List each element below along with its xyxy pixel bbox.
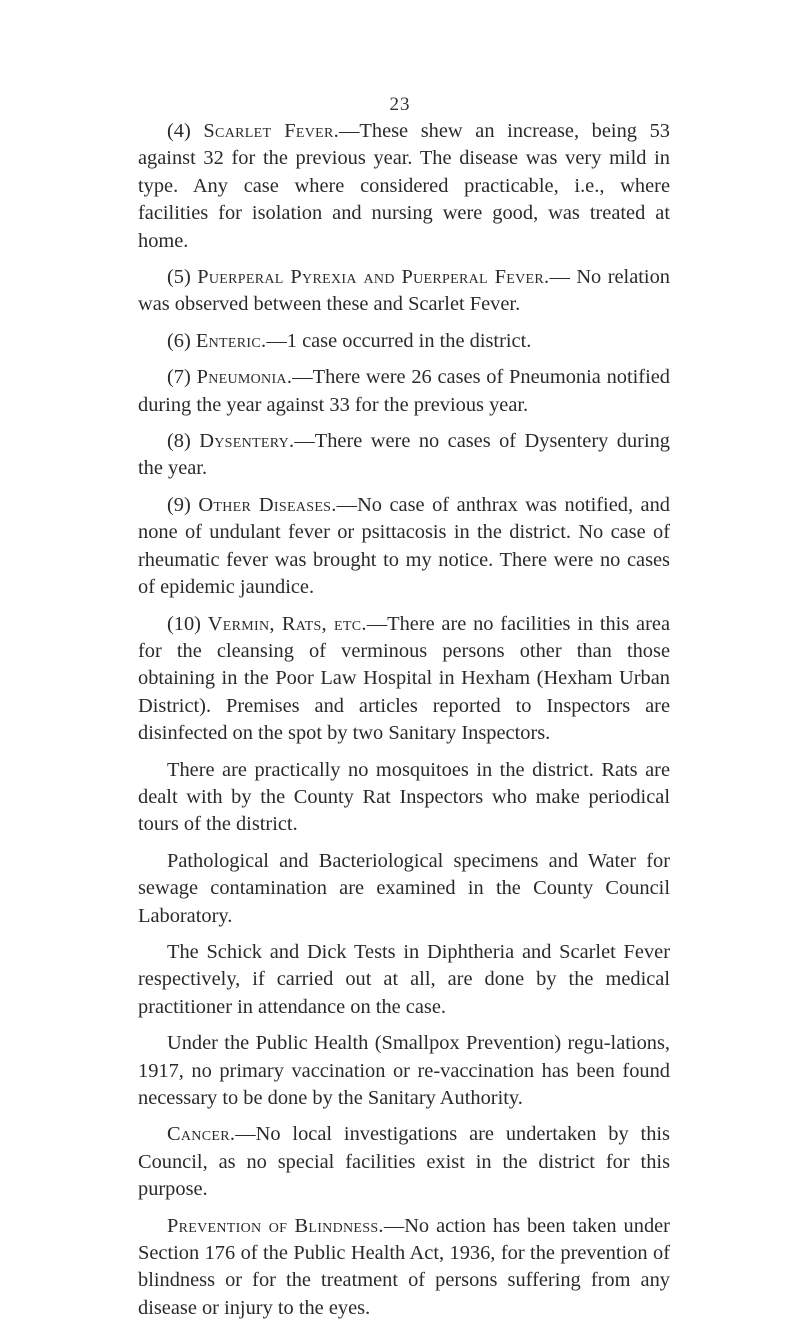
paragraph-number: (9) [167, 493, 199, 516]
paragraph-heading: Vermin, Rats, etc. [207, 612, 367, 635]
paragraph-enteric [138, 328, 670, 355]
paragraph-vermin [138, 611, 670, 748]
paragraph-pneumonia [138, 364, 670, 419]
paragraph-text: —No case of anthrax was notified, and none of undulant fever or psittacosis in the district. No case of rheumatic fever was brought to my notice. There were no cases of epidemic jaundice. [138, 493, 670, 599]
paragraph-schick-dick [138, 939, 670, 1021]
paragraph-heading: Pneumonia. [196, 366, 293, 389]
paragraph-text: —There are no facilities in this area for the cleansing of verminous persons other than those obtaining in the Poor Law Hospital in Hexham (Hexham Urban District). Premises and articles reported to Inspectors are disinfected on the spot by two Sanitary Inspectors. [138, 612, 670, 745]
paragraph-number: (10) [167, 612, 208, 635]
paragraph-number: (4) [167, 120, 204, 142]
paragraph-number: (5) [167, 266, 198, 289]
paragraph-heading: Cancer. [167, 1123, 236, 1146]
paragraph-text: —No action has been taken under Section 176 of the Public Health Act, 1936, for the prevention of blindness or for the treatment of persons suffering from any disease or injury to the eyes. [138, 1214, 670, 1319]
body-text [138, 118, 670, 1331]
paragraph-text: —1 case occurred in the district. [266, 329, 532, 352]
paragraph-text: —No local investigations are undertaken by this Council, as no special facilities exist in the district for this purpose. [138, 1123, 670, 1201]
paragraph-text: Under the Public Health (Smallpox Prevention) regu-lations, 1917, no primary vaccination or re-vaccination has been found necessary to be done by the Sanitary Authority. [138, 1032, 670, 1109]
paragraph-heading: Puerperal Pyrexia and Puerperal Fever. [197, 266, 550, 289]
paragraph-heading: Dysentery. [199, 430, 295, 453]
paragraph-dysentery [138, 428, 670, 483]
paragraph-puerperal [138, 264, 670, 319]
paragraph-text: —There were no cases of Dysentery during the year. [138, 430, 670, 480]
paragraph-heading: Prevention of Blindness. [167, 1214, 384, 1237]
paragraph-blindness [138, 1213, 670, 1323]
paragraph-other-diseases [138, 492, 670, 602]
paragraph-text: The Schick and Dick Tests in Diphtheria and Scarlet Fever respectively, if carried out at all, are done by the medical practitioner in attendance on the case. [138, 940, 670, 1018]
paragraph-smallpox [138, 1030, 670, 1112]
paragraph-specimens [138, 848, 670, 930]
page-number: 23 [389, 94, 411, 115]
paragraph-text: — No relation was observed between these and Scarlet Fever. [138, 266, 670, 316]
paragraph-heading: Other Diseases. [198, 493, 337, 516]
paragraph-cancer [138, 1121, 670, 1203]
paragraph-number: (8) [167, 430, 200, 453]
paragraph-text: —These shew an increase, being 53 against 32 for the previous year. The disease was very mild in type. Any case where considered practicable, i.e., where facilities for isolation and nursing were good, was treated at home. [138, 120, 671, 252]
paragraph-heading: Enteric. [195, 329, 267, 352]
paragraph-text: Pathological and Bacteriological specimens and Water for sewage contamination are examined in the County Council Laboratory. [138, 849, 670, 927]
paragraph-mosquitoes-rats [138, 757, 670, 839]
paragraph-text: There are practically no mosquitoes in the district. Rats are dealt with by the County Rat Inspectors who make periodical tours of the district. [138, 758, 670, 836]
paragraph-text: —There were 26 cases of Pneumonia notified during the year against 33 for the previous year. [138, 366, 671, 416]
paragraph-number: (6) [167, 329, 196, 352]
paragraph-scarlet-fever [138, 118, 670, 255]
paragraph-number: (7) [167, 366, 197, 389]
paragraph-heading: Scarlet Fever. [203, 120, 340, 142]
